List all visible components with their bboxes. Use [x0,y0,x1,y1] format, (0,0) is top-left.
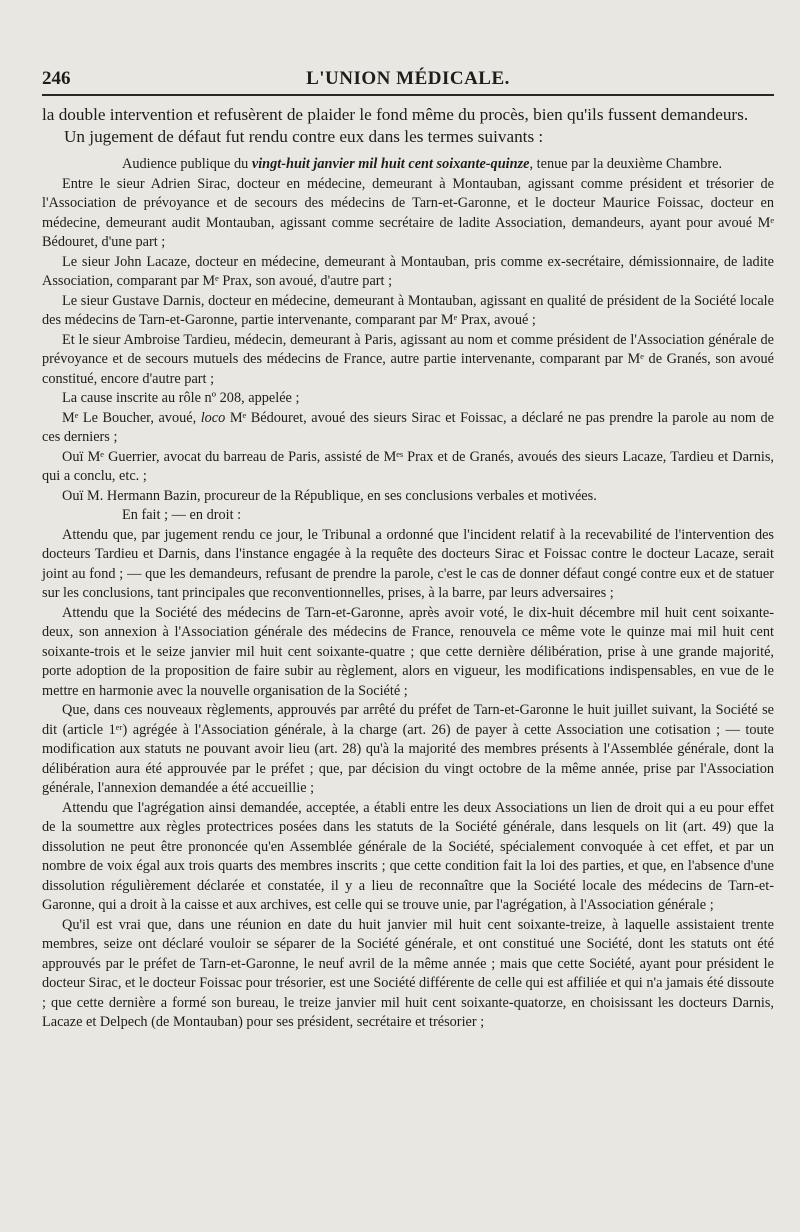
consideration-paragraph: Attendu que la Société des médecins de Tarn-et-Garonne, après avoir voté, le dix-huit décembre mil huit cent soixante-deux, son annexion à l'Association générale des médecins de France, renouvela ce même vote le quinze mai mil huit cent soixante-trois et le seize janvier mil huit cent soixante-quatre ; que cette dernière délibération, prise à une grande majorité, porte adoption de la proposition de faire subir au règlement, alors en vigueur, les modifications indispensables, en vue de le mettre en harmonie avec la nouvelle organisation de la Société ; [42,604,774,699]
audience-line: Audience publique du vingt-huit janvier mil huit cent soixante-quinze, tenue par la deuxième Chambre. [122,156,723,172]
hearing-paragraph: Ouï Mᵉ Guerrier, avocat du barreau de Paris, assisté de Mᵉˢ Prax et de Granés, avoués des sieurs Lacaze, Tardieu et Darnis, qui a conclu, etc. ; [42,448,774,484]
consideration-paragraph: Attendu que, par jugement rendu ce jour, le Tribunal a ordonné que l'incident relatif à la recevabilité de l'intervention des docteurs Tardieu et Darnis, dans l'instance engagée à la requête des docteurs Sirac et Foissac contre le docteur Lacaze, serait joint au fond ; — que les demandeurs, refusant de prendre la parole, c'est le cas de donner défaut congé contre eux et de statuer sur les conclusions, tant principales que reconventionnelles, prises, à la barre, par leurs adversaires ; [42,526,774,601]
consideration-paragraph: Que, dans ces nouveaux règlements, approuvés par arrêté du préfet de Tarn-et-Garonne le huit juillet suivant, la Société se dit (article 1ᵉʳ) agrégée à l'Association générale, à la charge (art. 26) de payer à cette Association une cotisation ; — toute modification aux statuts ne pouvant avoir lieu (art. 28) qu'à la majorité des membres présents à l'Assemblée générale, dont la délibération aura été approuvée par le préfet ; que, par décision du vingt octobre de la même année, prise par l'Association générale, l'annexion demandée a été accueillie ; [42,702,774,796]
hearing-paragraph: Ouï M. Hermann Bazin, procureur de la République, en ses conclusions verbales et motivées. [62,487,597,504]
audience-date: vingt-huit janvier mil huit cent soixante-quinze [251,156,530,172]
consideration-paragraph: Qu'il est vrai que, dans une réunion en date du huit janvier mil huit cent soixante-treize, à laquelle assistaient trente membres, seize ont déclaré vouloir se séparer de la Société générale, et ont constitué une Société, dont les statuts ont été approuvés par le préfet de Tarn-et-Garonne, le neuf avril de la même année ; mais que cette Société, ayant pour président le docteur Sirac, et le docteur Foissac pour trésorier, est une Société différente de celle qui est affiliée et qui n'a jamais été dissoute ; que cette dernière a formé son bureau, le treize janvier mil huit cent soixante-quatorze, en choisissant les docteurs Darnis, Lacaze et Delpech (de Montauban) pour ses président, secrétaire et trésorier ; [42,916,774,1030]
intro-paragraph: Un jugement de défaut fut rendu contre eux dans les termes suivants : [64,126,544,146]
party-paragraph: Le sieur Gustave Darnis, docteur en médecine, demeurant à Montauban, agissant en qualité de président de la Société locale des médecins de Tarn-et-Garonne, partie intervenante, comparant par Mᵉ Prax, avoué ; [42,292,774,328]
party-paragraph: Et le sieur Ambroise Tardieu, médecin, demeurant à Paris, agissant au nom et comme président de l'Association générale de prévoyance et de secours mutuels des médecins de France, autre partie intervenante, comparant par Mᵉ de Granés, son avoué constitué, encore d'autre part ; [42,331,774,387]
loco-word: loco [200,409,226,426]
party-paragraph: Entre le sieur Adrien Sirac, docteur en médecine, demeurant à Montauban, agissant comme président et trésorier de l'Association de prévoyance et de secours des médecins de Tarn-et-Garonne, et le docteur Maurice Foissac, docteur en médecine, demeurant audit Montauban, agissant comme secrétaire de ladite Association, demandeurs, ayant pour avoué Mᵉ Bédouret, d'une part ; [42,175,774,250]
consideration-paragraph: Attendu que l'agrégation ainsi demandée, acceptée, a établi entre les deux Associations un lien de droit qui a eu pour effet de la soumettre aux règles protectrices posées dans les statuts de la Société générale, dans lesquels on lit (art. 49) que la dissolution ne peut être prononcée qu'en Assemblée générale de la Société, spécialement convoquée à cet effet, et par un nombre de voix égal aux trois quarts des membres inscrits ; que cette condition fait la loi des parties, et que, en l'absence d'une dissolution régulièrement déclarée et constatée, il y a lieu de reconnaître que la Société locale des médecins de Tarn-et-Garonne, qui a droit à la caisse et aux archives, est celle qui se trouve unie, par l'agrégation, à l'Association générale ; [42,799,774,913]
party-paragraph: Le sieur John Lacaze, docteur en médecine, demeurant à Montauban, pris comme ex-secrétaire, démissionnaire, de ladite Association, comparant par Mᵉ Prax, son avoué, d'autre part ; [42,253,774,289]
header-rule [42,94,774,96]
page-number: 246 [42,68,71,89]
party-paragraph: La cause inscrite au rôle nº 208, appelée ; [62,390,300,406]
intro-text [42,104,774,147]
section-title: En fait ; — en droit : [122,507,242,523]
intro-paragraph: la double intervention et refusèrent de plaider le fond même du procès, bien qu'ils fussent demandeurs. [42,105,749,124]
article-body [42,104,774,1033]
boucher-paragraph: Mᵉ Le Boucher, avoué, loco Mᵉ Bédouret, avoué des sieurs Sirac et Foissac, a déclaré ne pas prendre la parole au nom de ces derniers ; [42,409,774,445]
judgment-text [42,155,774,1033]
journal-title: L'UNION MÉDICALE. [306,68,510,89]
page-header [42,68,774,94]
